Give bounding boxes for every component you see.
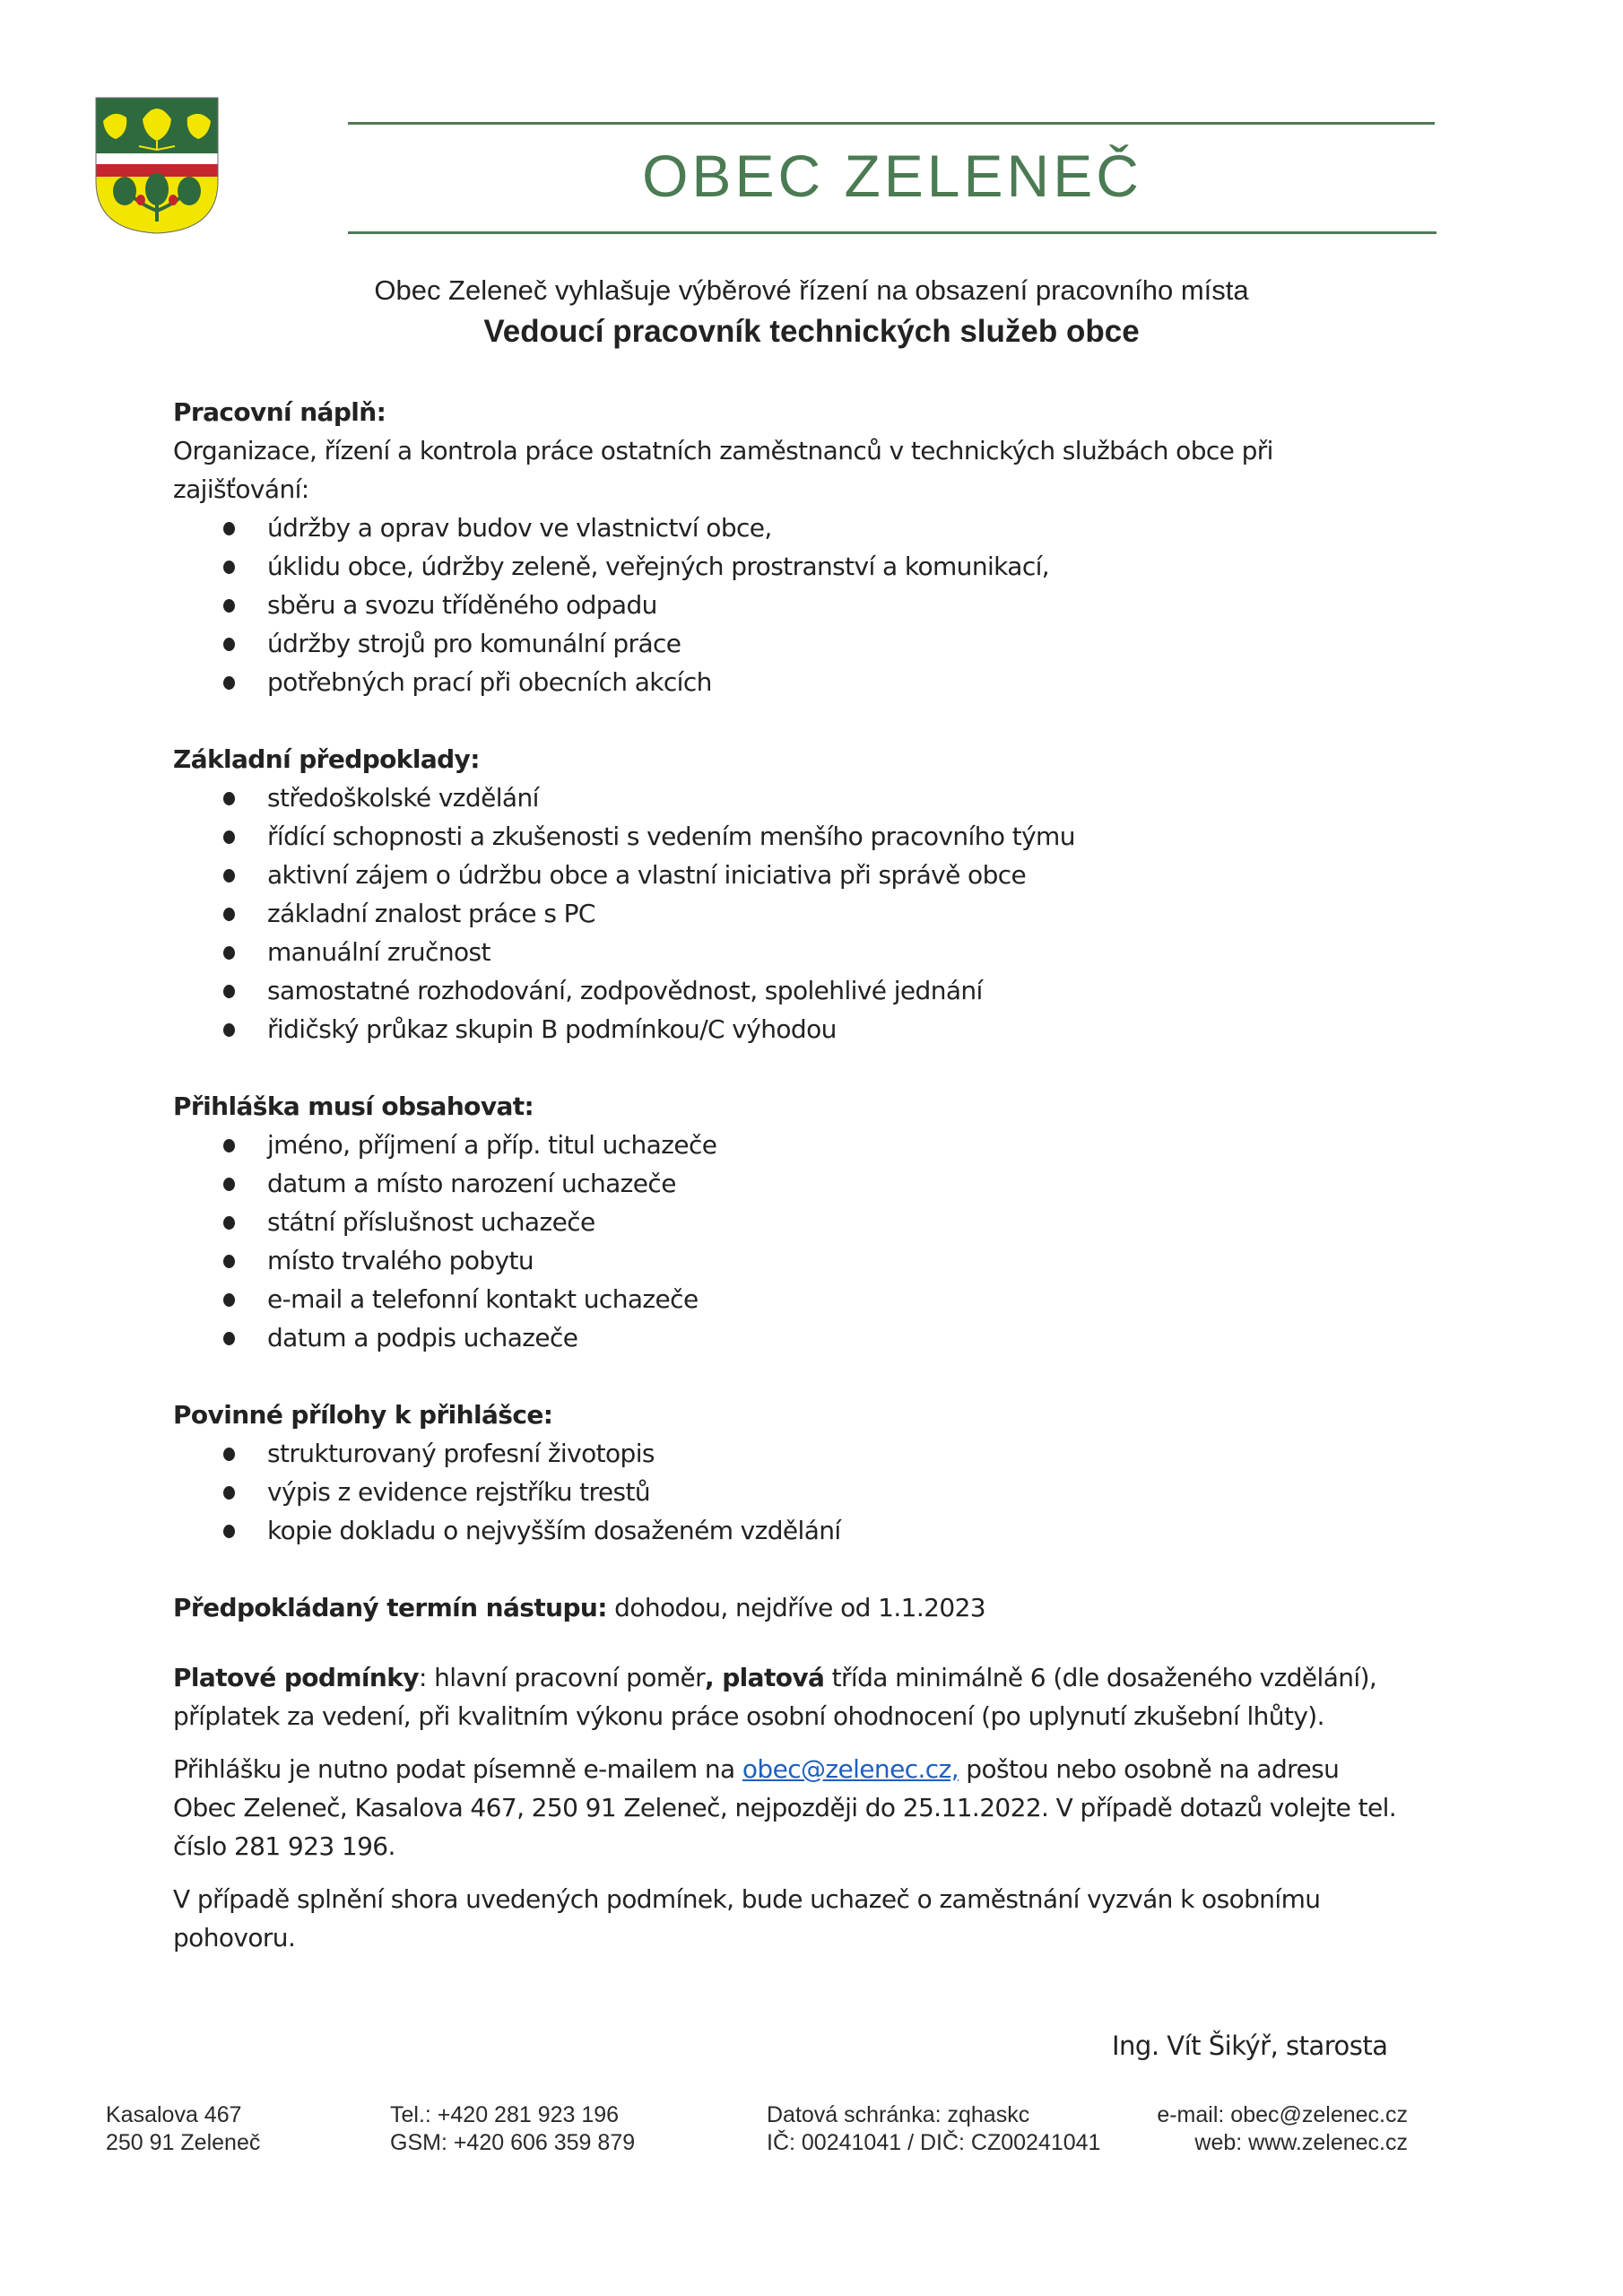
list-item-text: státní příslušnost uchazeče [267,1207,595,1237]
closing-line2: pohovoru. [173,1923,296,1952]
bullet-icon [223,869,235,883]
list-item-text: jméno, příjmení a příp. titul uchazeče [267,1130,717,1160]
document-body [173,393,1464,1957]
closing-line1: V případě splnění shora uvedených podmínek, bude uchazeč o zaměstnání vyzván k osobnímu [173,1884,1321,1914]
list-item-text: úklidu obce, údržby zeleně, veřejných prostranství a komunikací, [267,552,1050,581]
list-item-text: středoškolské vzdělání [267,783,539,813]
duties-text: Organizace, řízení a kontrola práce ostatních zaměstnanců v technických službách obce při [173,436,1273,465]
requirements-list [173,778,1464,1048]
list-item [173,1280,1464,1318]
salary-text: třída minimálně 6 (dle dosaženého vzdělání), [824,1663,1377,1692]
list-item [173,547,1464,586]
salary-text-line2: příplatek za vedení, při kvalitním výkonu práce osobní ohodnocení (po uplynutí zkušební lhůty). [173,1701,1324,1731]
bullet-icon [223,908,235,921]
list-item [173,1318,1464,1357]
list-item [173,509,1464,547]
email-link[interactable]: obec@zelenec.cz, [742,1754,959,1784]
list-item-text: samostatné rozhodování, zodpovědnost, spolehlivé jednání [267,976,983,1005]
submission-line2: Obec Zeleneč, Kasalova 467, 250 91 Zeleneč, nejpozději do 25.11.2022. V případě dotazů volejte tel. [173,1793,1397,1822]
list-item [173,1203,1464,1241]
salary-conditions [173,1658,1464,1697]
bullet-icon [223,792,235,805]
bullet-icon [223,1525,235,1538]
bullet-icon [223,676,235,690]
list-item [173,586,1464,624]
footer-contact [1103,2101,1408,2157]
bullet-icon [223,599,235,613]
list-item [173,624,1464,663]
list-item [173,778,1464,817]
attachments-list [173,1434,1464,1550]
application-list [173,1126,1464,1357]
list-item [173,817,1464,856]
duties-list [173,509,1464,701]
list-item-text: strukturovaný profesní životopis [267,1439,655,1468]
list-item-text: kopie dokladu o nejvyšším dosaženém vzdělání [267,1516,841,1545]
list-item-text: datum a podpis uchazeče [267,1323,578,1352]
section-heading-attachments: Povinné přílohy k přihlášce: [173,1400,553,1430]
list-item-text: výpis z evidence rejstříku trestů [267,1477,650,1507]
list-item [173,1434,1464,1473]
list-item-text: údržby a oprav budov ve vlastnictví obce, [267,513,772,543]
footer-ids-line: IČ: 00241041 / DIČ: CZ00241041 [767,2130,1101,2155]
bullet-icon [223,1448,235,1461]
footer-web: web: www.zelenec.cz [1194,2130,1408,2155]
submission-line3: číslo 281 923 196. [173,1831,395,1861]
bullet-icon [223,1255,235,1268]
bullet-icon [223,831,235,844]
section-heading-duties: Pracovní náplň: [173,397,386,427]
bullet-icon [223,1178,235,1191]
start-date [173,1588,1464,1627]
salary-label: Platové podmínky [173,1663,419,1692]
list-item [173,894,1464,933]
list-item-text: údržby strojů pro komunální práce [267,629,681,658]
list-item-text: aktivní zájem o údržbu obce a vlastní iniciativa při správě obce [267,860,1027,890]
list-item-text: místo trvalého pobytu [267,1246,534,1275]
list-item [173,1473,1464,1511]
bullet-icon [223,1139,235,1152]
section-heading-requirements: Základní předpoklady: [173,744,480,774]
list-item [173,663,1464,701]
salary-text-bold: , platová [705,1663,825,1692]
bullet-icon [223,1486,235,1500]
list-item-text: řidičský průkaz skupin B podmínkou/C výhodou [267,1014,837,1044]
list-item-text: řídící schopnosti a zkušenosti s vedením menšího pracovního týmu [267,822,1075,851]
bullet-icon [223,561,235,574]
bullet-icon [223,522,235,535]
footer-tel: Tel.: +420 281 923 196 [390,2102,620,2127]
list-item [173,1010,1464,1048]
salary-text: : hlavní pracovní poměr [418,1663,706,1692]
page-title: OBEC ZELENEČ [642,143,1142,209]
footer-address-line: Kasalova 467 [106,2102,242,2127]
footer-databox: Datová schránka: zqhaskc [767,2102,1030,2127]
list-item-text: datum a místo narození uchazeče [267,1169,676,1198]
list-item [173,971,1464,1010]
coat-of-arms-icon [94,96,220,235]
header-rule-top [348,122,1435,125]
bullet-icon [223,985,235,998]
list-item-text: sběru a svozu tříděného odpadu [267,590,657,620]
footer-email: e-mail: obec@zelenec.cz [1157,2102,1408,2127]
bullet-icon [223,1216,235,1230]
start-date-value: dohodou, nejdříve od 1.1.2023 [606,1593,985,1622]
list-item [173,1241,1464,1280]
list-item-text: manuální zručnost [267,937,490,967]
footer-address [106,2101,260,2157]
list-item-text: e-mail a telefonní kontakt uchazeče [267,1284,699,1314]
position-title: Vedoucí pracovník technických služeb obce [483,314,1140,349]
bullet-icon [223,638,235,651]
submission-text: Přihlášku je nutno podat písemně e-mailem na [173,1754,742,1784]
submission-text: poštou nebo osobně na adresu [959,1754,1340,1784]
list-item [173,1126,1464,1164]
list-item-text: potřebných prací při obecních akcích [267,667,712,697]
section-heading-application: Přihláška musí obsahovat: [173,1091,534,1121]
bullet-icon [223,1332,235,1345]
footer-address-line: 250 91 Zeleneč [106,2130,261,2155]
list-item [173,856,1464,894]
header-rule-bottom [348,231,1436,234]
footer-gsm: GSM: +420 606 359 879 [390,2130,636,2155]
bullet-icon [223,1023,235,1037]
bullet-icon [223,946,235,960]
submission-line1 [173,1750,1464,1788]
list-item [173,1511,1464,1550]
list-item [173,1164,1464,1203]
footer-phones [390,2101,635,2157]
start-date-label: Předpokládaný termín nástupu: [173,1593,607,1622]
footer-ids [767,2101,1100,2157]
intro-line: Obec Zeleneč vyhlašuje výběrové řízení na obsazení pracovního místa [374,274,1249,306]
list-item-text: základní znalost práce s PC [267,899,595,928]
signature: Ing. Vít Šikýř, starosta [1112,2031,1388,2061]
intro [269,274,1354,350]
bullet-icon [223,1293,235,1307]
list-item [173,933,1464,971]
duties-text: zajišťování: [173,474,309,504]
